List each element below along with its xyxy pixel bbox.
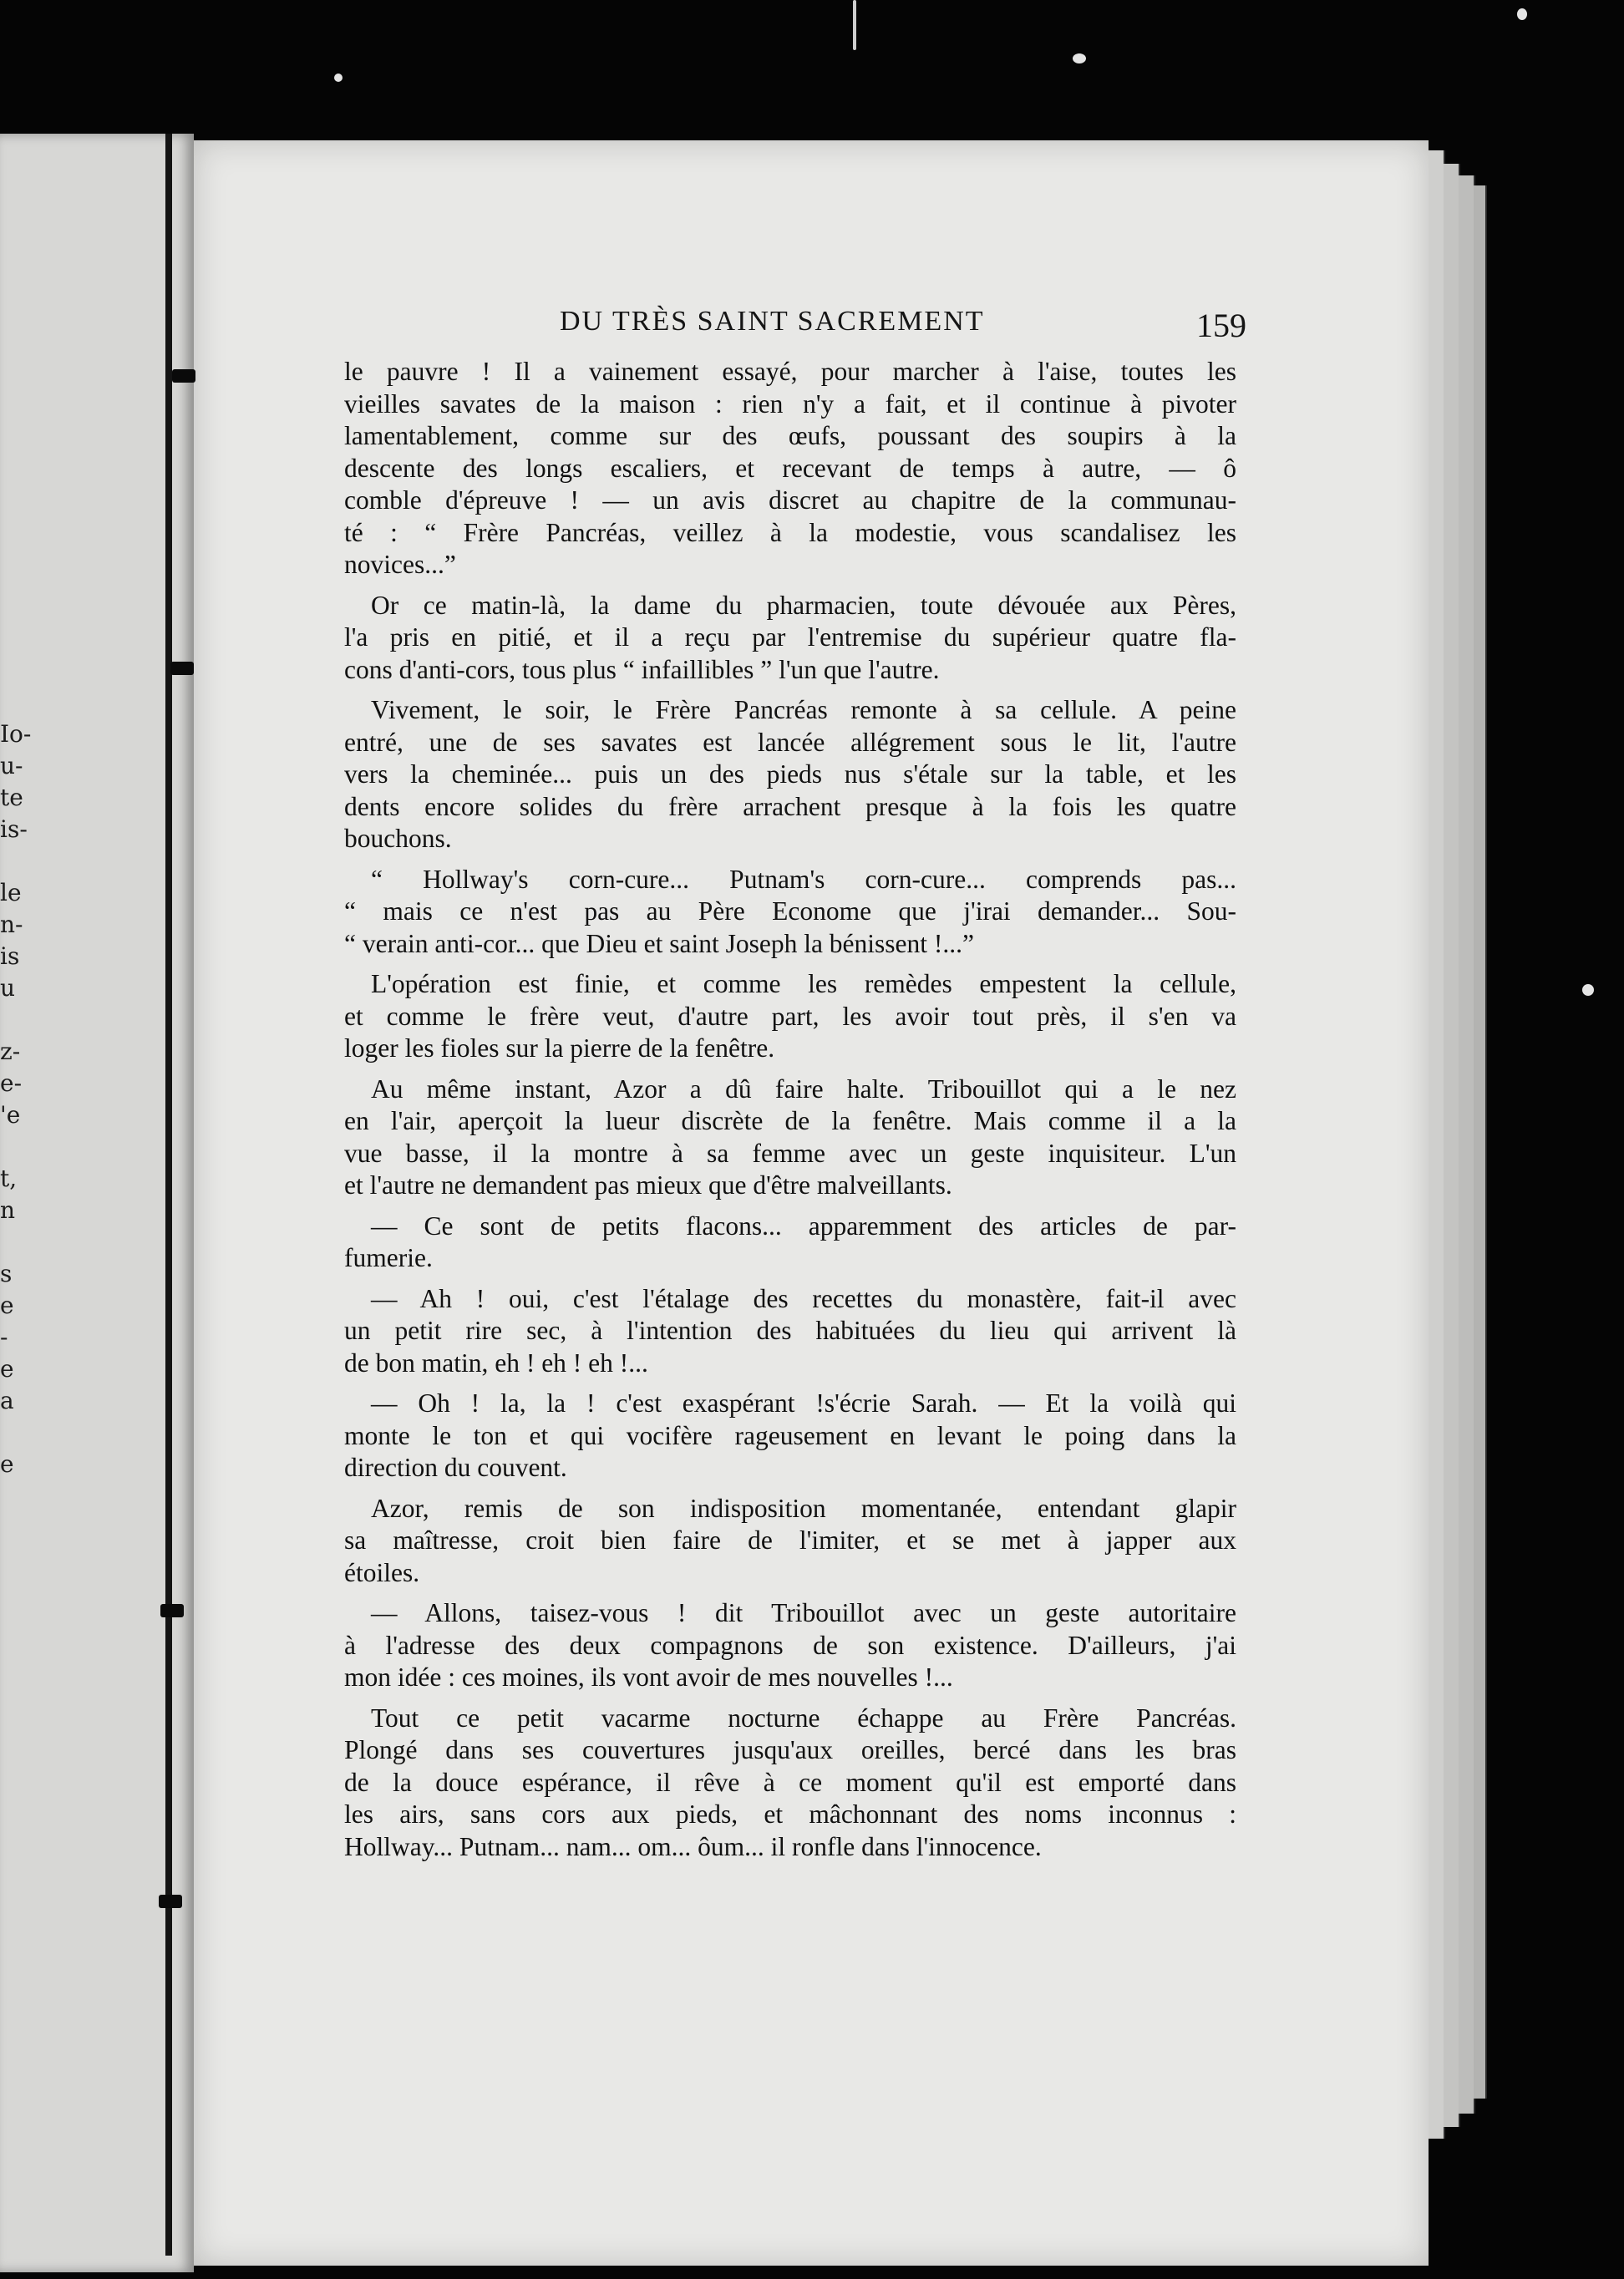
text-line: Tout ce petit vacarme nocturne échappe au Frère Pancréas. (371, 1703, 1236, 1733)
binding-stitch (170, 662, 194, 675)
running-head: DU TRÈS SAINT SACREMENT (560, 306, 985, 337)
text-line: L'opération est finie, et comme les remèdes empestent la cellule, (371, 969, 1236, 998)
text-line: en l'air, aperçoit la lueur discrète de la fenêtre. Mais comme il a la (344, 1106, 1236, 1135)
text-line: Hollway... Putnam... nam... om... ôum... il ronfle dans l'innocence. (344, 1831, 1042, 1861)
left-page-fragment: te (0, 784, 23, 811)
left-page-fragment: e (0, 1292, 14, 1319)
paragraph (344, 694, 1236, 855)
text-line: entré, une de ses savates est lancée allégrement sous le lit, l'autre (344, 727, 1236, 757)
left-page-fragment (0, 845, 33, 877)
text-line: et l'autre ne demandent pas mieux que d'être malveillants. (344, 1170, 952, 1200)
text-line: Or ce matin-là, la dame du pharmacien, toute dévouée aux Pères, (371, 590, 1236, 620)
page-stack-edge (1459, 175, 1475, 2114)
left-page-fragment: 'e (0, 1101, 21, 1129)
text-line: — Oh ! la, la ! c'est exaspérant !s'écrie Sarah. — Et la voilà qui (371, 1388, 1236, 1418)
dust-speck (1582, 984, 1594, 996)
dust-speck (1517, 8, 1527, 20)
left-page-fragment: is- (0, 815, 28, 843)
paragraph (344, 1493, 1236, 1590)
dust-speck (1073, 53, 1086, 63)
text-line: Vivement, le soir, le Frère Pancréas remonte à sa cellule. A peine (371, 695, 1236, 724)
left-page-fragment: - (0, 1323, 8, 1351)
left-page-fragment: n- (0, 911, 23, 938)
text-line: cons d'anti-cors, tous plus “ infaillibles ” l'un que l'autre. (344, 654, 940, 684)
binding-stitch (159, 1895, 182, 1908)
text-line: le pauvre ! Il a vainement essayé, pour marcher à l'aise, toutes les (344, 357, 1236, 386)
text-line: les airs, sans cors aux pieds, et mâchonnant des noms inconnus : (344, 1799, 1236, 1829)
left-page-fragment (0, 1004, 33, 1036)
left-page-fragment: t, (0, 1165, 18, 1192)
left-page-fragment: e (0, 1355, 14, 1383)
dust-speck (334, 74, 343, 82)
text-line: de bon matin, eh ! eh ! eh !... (344, 1348, 648, 1378)
left-page-fragment: le (0, 879, 22, 906)
text-line: direction du couvent. (344, 1453, 567, 1482)
text-line: loger les fioles sur la pierre de la fenêtre. (344, 1033, 775, 1063)
book-spine (165, 134, 172, 2256)
text-line: Plongé dans ses couvertures jusqu'aux oreilles, bercé dans les bras (344, 1735, 1236, 1764)
text-line: bouchons. (344, 824, 452, 853)
paragraph (344, 1597, 1236, 1694)
text-line: — Ce sont de petits flacons... apparemment des articles de par- (371, 1211, 1236, 1241)
text-line: dents encore solides du frère arrachent presque à la fois les quatre (344, 791, 1236, 821)
left-page-fragment: e- (0, 1069, 23, 1097)
text-line: lamentablement, comme sur des œufs, poussant des soupirs à la (344, 421, 1236, 450)
paragraph (344, 1074, 1236, 1202)
text-line: fumerie. (344, 1243, 433, 1272)
left-page-fragment: is (0, 942, 20, 970)
page-number: 159 (1196, 307, 1246, 344)
text-line: novices...” (344, 550, 456, 579)
left-page-text-fragments (0, 718, 33, 1480)
text-line: Au même instant, Azor a dû faire halte. Tribouillot qui a le nez (371, 1074, 1236, 1104)
text-line: sa maîtresse, croit bien faire de l'imiter, et se met à japper aux (344, 1525, 1236, 1555)
binding-stitch (172, 369, 195, 383)
text-line: vieilles savates de la maison : rien n'y a fait, et il continue à pivoter (344, 388, 1236, 419)
left-page-fragment: u (0, 974, 16, 1002)
left-page-fragment: u- (0, 752, 23, 779)
text-line: à l'adresse des deux compagnons de son existence. D'ailleurs, j'ai (344, 1630, 1236, 1660)
binding-stitch (160, 1604, 184, 1617)
text-line: comble d'épreuve ! — un avis discret au chapitre de la communau- (344, 485, 1236, 515)
page-stack-edge (1474, 185, 1487, 2099)
text-line: té : “ Frère Pancréas, veillez à la modestie, vous scandalisez les (344, 517, 1236, 547)
paragraph (344, 1388, 1236, 1485)
left-page-fragment: n (0, 1196, 16, 1224)
left-page-fragment: s (0, 1260, 13, 1287)
text-line: “ verain anti-cor... que Dieu et saint Joseph la bénissent !...” (344, 928, 975, 958)
left-page-fragment (0, 1226, 33, 1258)
text-line: étoiles. (344, 1557, 420, 1587)
paragraph (344, 1283, 1236, 1380)
text-line: mon idée : ces moines, ils vont avoir de mes nouvelles !... (344, 1662, 953, 1692)
left-page-fragment: z- (0, 1038, 21, 1065)
text-line: descente des longs escaliers, et recevant de temps à autre, — ô (344, 453, 1236, 483)
left-page-fragment (0, 1131, 33, 1163)
paragraph (344, 1703, 1236, 1864)
text-line: Azor, remis de son indisposition momentanée, entendant glapir (371, 1493, 1236, 1523)
text-line: de la douce espérance, il rêve à ce moment qu'il est emporté dans (344, 1767, 1236, 1797)
paragraph (344, 1211, 1236, 1275)
book-page (194, 140, 1429, 2266)
page-header (194, 306, 1429, 356)
paragraph (344, 356, 1236, 581)
text-line: et comme le frère veut, d'autre part, les avoir tout près, il s'en va (344, 1001, 1236, 1031)
text-line: l'a pris en pitié, et il a reçu par l'entremise du supérieur quatre fla- (344, 622, 1236, 652)
page-stack-edge (1444, 164, 1460, 2127)
left-page-fragment: a (0, 1387, 14, 1414)
text-line: vue basse, il la montre à sa femme avec un geste inquisiteur. L'un (344, 1138, 1236, 1168)
left-page-fragment: Io- (0, 720, 32, 748)
paragraph (344, 864, 1236, 961)
text-line: — Ah ! oui, c'est l'étalage des recettes du monastère, fait-il avec (371, 1283, 1236, 1313)
text-line: un petit rire sec, à l'intention des habituées du lieu qui arrivent là (344, 1316, 1236, 1345)
paragraph (344, 968, 1236, 1065)
left-page-fragment (0, 1417, 33, 1449)
body-text (344, 356, 1236, 1871)
text-line: monte le ton et qui vocifère rageusement en levant le poing dans la (344, 1420, 1236, 1450)
dust-speck (853, 0, 856, 50)
text-line: “ mais ce n'est pas au Père Econome que j'irai demander... Sou- (344, 896, 1236, 926)
text-line: “ Hollway's corn-cure... Putnam's corn-cure... comprends pas... (371, 864, 1236, 894)
left-page-fragment: e (0, 1450, 14, 1478)
text-line: — Allons, taisez-vous ! dit Tribouillot avec un geste autoritaire (371, 1598, 1236, 1627)
text-line: vers la cheminée... puis un des pieds nus s'étale sur la table, et les (344, 759, 1236, 789)
paragraph (344, 590, 1236, 687)
